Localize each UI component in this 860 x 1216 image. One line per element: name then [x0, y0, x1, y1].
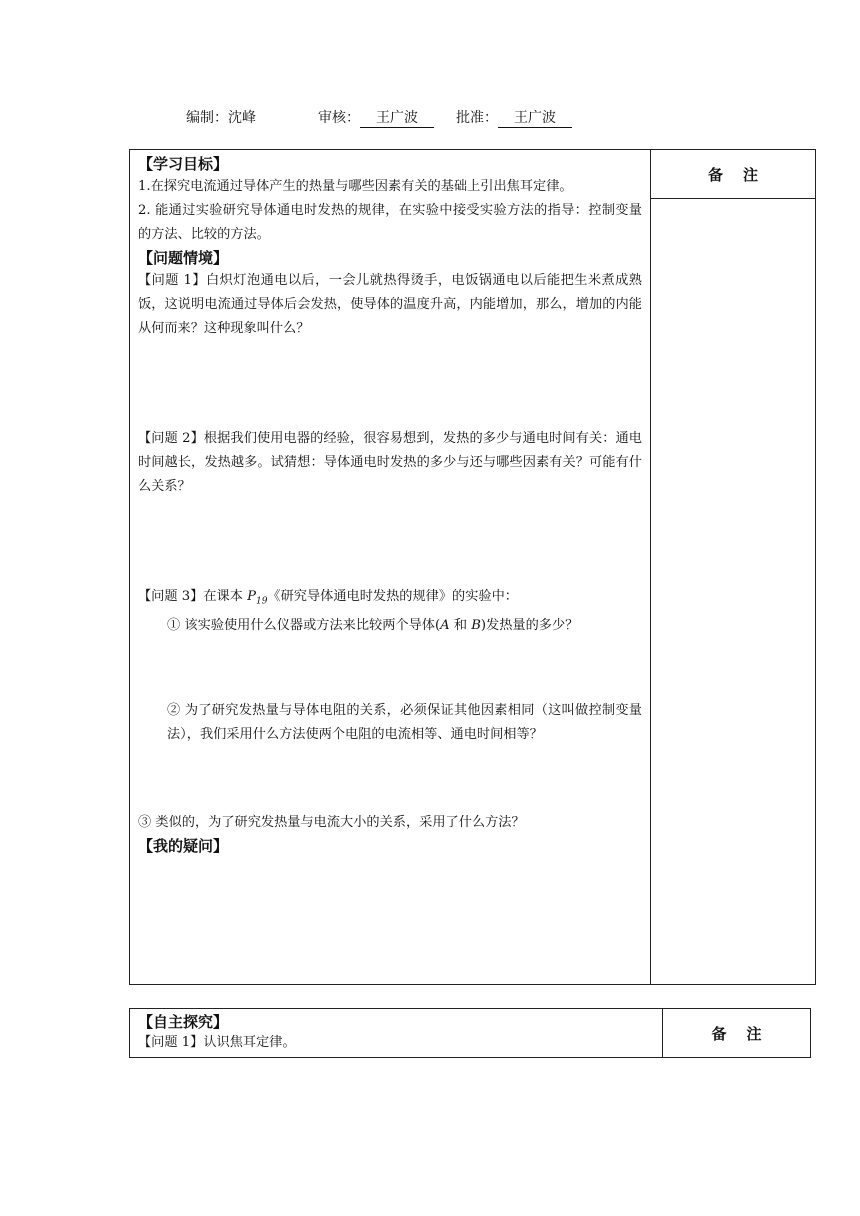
reviewer-name: 王广波 — [360, 110, 434, 128]
explore-title: 【自主探究】 — [138, 1013, 229, 1031]
sub-question-1-start: ① 该实验使用什么仪器或方法来比较两个导体( — [167, 617, 441, 633]
study-content-cell — [130, 150, 651, 984]
question-3 — [138, 585, 642, 614]
remark-column — [651, 150, 815, 984]
goal-1: 1.在探究电流通过导体产生的热量与哪些因素有关的基础上引出焦耳定律。 — [138, 179, 573, 194]
sub-question-1 — [138, 614, 642, 638]
editor-text: 编制：沈峰 — [186, 110, 256, 126]
sub-question-1-end: )发热量的多少？ — [480, 617, 579, 633]
explore-remark-header: 备注 — [711, 1024, 782, 1043]
question-3-prefix: 【问题 3】在课本 — [138, 589, 248, 604]
remark-header: 备注 — [651, 150, 815, 199]
explore-table — [129, 1008, 811, 1058]
page-ref: P — [247, 589, 256, 604]
goals-title: 【学习目标】 — [138, 155, 229, 173]
sub-question-1-and: 和 — [449, 617, 472, 633]
page-ref-number: 19 — [255, 596, 268, 607]
sub-question-2: ② 为了研究发热量与导体电阻的关系，必须保证其他因素相同（这叫做控制变量法），我们采用什么方法使两个电阻的电流相等、通电时间相等？ — [167, 702, 642, 742]
explore-question-1: 【问题 1】认识焦耳定律。 — [138, 1035, 296, 1050]
sub-question-3: ③ 类似的，为了研究发热量与电流大小的关系，采用了什么方法？ — [138, 814, 525, 830]
study-table — [129, 149, 816, 985]
goal-2: 2. 能通过实验研究导体通电时发热的规律，在实验中接受实验方法的指导：控制变量的方法、比较的方法。 — [138, 203, 642, 242]
approver-label: 批准： — [456, 110, 498, 126]
question-3-suffix: 《研究导体通电时发热的规律》的实验中： — [267, 589, 518, 604]
explore-content-cell — [130, 1009, 663, 1057]
situation-title: 【问题情境】 — [138, 249, 229, 267]
reviewer-label: 审核： — [318, 110, 360, 126]
approver-name: 王广波 — [498, 110, 572, 128]
conductor-b: B — [471, 617, 481, 633]
document-header — [186, 107, 572, 128]
doubt-title: 【我的疑问】 — [138, 836, 229, 855]
question-2: 【问题 2】根据我们使用电器的经验，很容易想到，发热的多少与通电时间有关：通电时间越长，发热越多。试猜想：导体通电时发热的多少与还与哪些因素有关？可能有什么关系？ — [138, 431, 642, 494]
question-1: 【问题 1】白炽灯泡通电以后，一会儿就热得烫手，电饭锅通电以后能把生米煮成熟饭，这说明电流通过导体后会发热，使导体的温度升高，内能增加，那么，增加的内能从何而来？这种现象叫什么？ — [138, 273, 642, 336]
conductor-a: A — [440, 617, 450, 633]
